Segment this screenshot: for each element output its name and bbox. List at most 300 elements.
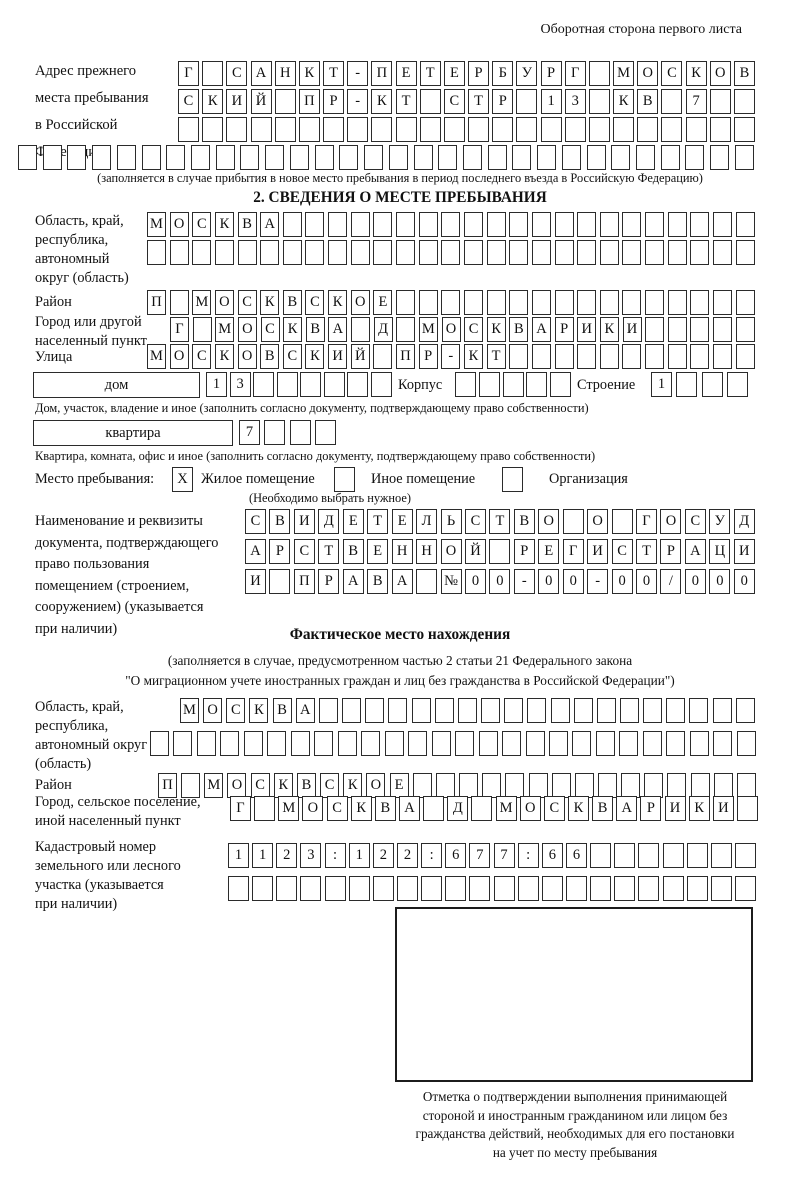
char-box[interactable] — [600, 290, 619, 315]
char-box[interactable] — [503, 372, 524, 397]
char-box[interactable]: В — [375, 796, 396, 821]
char-box[interactable]: О — [587, 509, 608, 534]
char-box[interactable] — [373, 876, 394, 901]
char-box[interactable]: 1 — [252, 843, 273, 868]
char-box[interactable] — [542, 876, 563, 901]
char-box[interactable] — [482, 773, 501, 798]
char-box[interactable] — [445, 876, 466, 901]
char-box[interactable] — [689, 698, 708, 723]
char-box[interactable]: В — [509, 317, 528, 342]
char-box[interactable] — [173, 731, 192, 756]
char-box[interactable] — [342, 698, 361, 723]
char-box[interactable] — [504, 698, 523, 723]
char-box[interactable]: А — [685, 539, 706, 564]
char-box[interactable] — [325, 876, 346, 901]
char-box[interactable] — [690, 317, 709, 342]
char-box[interactable]: К — [464, 344, 483, 369]
char-box[interactable]: И — [577, 317, 596, 342]
char-box[interactable] — [385, 731, 404, 756]
char-box[interactable] — [619, 731, 638, 756]
char-box[interactable] — [349, 876, 370, 901]
char-box[interactable]: Г — [565, 61, 586, 86]
char-box[interactable] — [736, 212, 755, 237]
char-box[interactable] — [142, 145, 161, 170]
char-box[interactable] — [269, 569, 290, 594]
char-box[interactable] — [577, 290, 596, 315]
char-box[interactable] — [589, 61, 610, 86]
char-box[interactable] — [509, 344, 528, 369]
char-box[interactable] — [347, 372, 368, 397]
char-box[interactable] — [244, 731, 263, 756]
char-box[interactable] — [713, 240, 732, 265]
char-box[interactable]: П — [396, 344, 415, 369]
char-box[interactable] — [666, 731, 685, 756]
char-box[interactable] — [215, 240, 234, 265]
char-box[interactable] — [663, 843, 684, 868]
char-box[interactable] — [444, 117, 465, 142]
char-box[interactable] — [555, 240, 574, 265]
char-box[interactable]: А — [251, 61, 272, 86]
char-box[interactable] — [283, 212, 302, 237]
char-box[interactable] — [645, 290, 664, 315]
char-box[interactable] — [668, 317, 687, 342]
char-box[interactable]: П — [147, 290, 166, 315]
char-box[interactable]: К — [600, 317, 619, 342]
char-box[interactable] — [251, 117, 272, 142]
char-box[interactable]: К — [351, 796, 372, 821]
char-box[interactable] — [328, 212, 347, 237]
char-box[interactable]: В — [637, 89, 658, 114]
char-box[interactable]: 0 — [709, 569, 730, 594]
char-box[interactable]: Т — [420, 61, 441, 86]
char-box[interactable]: Р — [640, 796, 661, 821]
char-box[interactable] — [509, 290, 528, 315]
char-box[interactable]: С — [238, 290, 257, 315]
char-box[interactable]: Г — [170, 317, 189, 342]
char-box[interactable] — [690, 731, 709, 756]
char-box[interactable] — [338, 731, 357, 756]
char-box[interactable]: К — [328, 290, 347, 315]
char-box[interactable]: 2 — [397, 843, 418, 868]
char-box[interactable] — [324, 372, 345, 397]
char-box[interactable]: Г — [230, 796, 251, 821]
char-box[interactable] — [668, 212, 687, 237]
char-box[interactable] — [441, 240, 460, 265]
char-box[interactable] — [638, 843, 659, 868]
char-box[interactable] — [687, 843, 708, 868]
char-box[interactable]: О — [637, 61, 658, 86]
char-box[interactable] — [637, 117, 658, 142]
char-box[interactable]: В — [260, 344, 279, 369]
char-box[interactable]: 1 — [349, 843, 370, 868]
char-box[interactable] — [351, 240, 370, 265]
char-box[interactable]: 0 — [489, 569, 510, 594]
char-box[interactable]: Б — [492, 61, 513, 86]
char-box[interactable] — [550, 372, 571, 397]
char-box[interactable] — [455, 372, 476, 397]
char-box[interactable]: О — [366, 773, 385, 798]
char-box[interactable] — [147, 240, 166, 265]
char-box[interactable] — [364, 145, 383, 170]
char-box[interactable] — [389, 145, 408, 170]
char-box[interactable] — [713, 731, 732, 756]
char-box[interactable] — [468, 117, 489, 142]
char-box[interactable]: С — [261, 317, 280, 342]
char-box[interactable]: А — [245, 539, 266, 564]
char-box[interactable]: К — [283, 317, 302, 342]
char-box[interactable]: Т — [323, 61, 344, 86]
char-box[interactable]: О — [442, 317, 461, 342]
char-box[interactable] — [638, 876, 659, 901]
char-box[interactable] — [487, 212, 506, 237]
char-box[interactable]: К — [305, 344, 324, 369]
char-box[interactable] — [458, 698, 477, 723]
char-box[interactable] — [614, 843, 635, 868]
char-box[interactable] — [645, 317, 664, 342]
char-box[interactable] — [736, 240, 755, 265]
char-box[interactable] — [572, 731, 591, 756]
char-box[interactable] — [197, 731, 216, 756]
char-box[interactable] — [644, 773, 663, 798]
char-box[interactable] — [339, 145, 358, 170]
char-box[interactable]: Г — [178, 61, 199, 86]
char-box[interactable] — [690, 212, 709, 237]
char-box[interactable]: 0 — [636, 569, 657, 594]
char-box[interactable]: 0 — [734, 569, 755, 594]
char-box[interactable]: 2 — [276, 843, 297, 868]
char-box[interactable]: Е — [538, 539, 559, 564]
char-box[interactable] — [598, 773, 617, 798]
char-box[interactable]: О — [351, 290, 370, 315]
char-box[interactable]: Т — [367, 509, 388, 534]
char-box[interactable] — [621, 773, 640, 798]
char-box[interactable]: Д — [447, 796, 468, 821]
char-box[interactable]: - — [347, 89, 368, 114]
char-box[interactable] — [622, 240, 641, 265]
char-box[interactable]: М — [613, 61, 634, 86]
char-box[interactable] — [505, 773, 524, 798]
char-box[interactable]: И — [665, 796, 686, 821]
char-box[interactable]: Й — [465, 539, 486, 564]
char-box[interactable] — [305, 240, 324, 265]
char-box[interactable] — [636, 145, 655, 170]
char-box[interactable]: 0 — [563, 569, 584, 594]
char-box[interactable]: Н — [275, 61, 296, 86]
char-box[interactable]: О — [238, 344, 257, 369]
char-box[interactable]: 6 — [542, 843, 563, 868]
char-box[interactable]: 3 — [230, 372, 251, 397]
char-box[interactable] — [661, 145, 680, 170]
house-type-box[interactable]: дом — [33, 372, 200, 398]
char-box[interactable] — [314, 731, 333, 756]
char-box[interactable] — [710, 145, 729, 170]
char-box[interactable] — [667, 773, 686, 798]
char-box[interactable]: С — [226, 61, 247, 86]
char-box[interactable] — [492, 117, 513, 142]
char-box[interactable] — [315, 145, 334, 170]
char-box[interactable]: Й — [351, 344, 370, 369]
char-box[interactable]: К — [686, 61, 707, 86]
char-box[interactable] — [551, 698, 570, 723]
char-box[interactable]: И — [328, 344, 347, 369]
char-box[interactable] — [713, 698, 732, 723]
char-box[interactable] — [509, 240, 528, 265]
char-box[interactable]: Р — [318, 569, 339, 594]
char-box[interactable] — [666, 698, 685, 723]
char-box[interactable]: И — [623, 317, 642, 342]
char-box[interactable] — [661, 117, 682, 142]
char-box[interactable] — [565, 117, 586, 142]
char-box[interactable]: 7 — [686, 89, 707, 114]
char-box[interactable]: А — [616, 796, 637, 821]
char-box[interactable]: С — [465, 509, 486, 534]
char-box[interactable]: Т — [318, 539, 339, 564]
char-box[interactable] — [92, 145, 111, 170]
char-box[interactable]: / — [660, 569, 681, 594]
char-box[interactable] — [351, 317, 370, 342]
char-box[interactable] — [690, 240, 709, 265]
char-box[interactable] — [275, 117, 296, 142]
char-box[interactable] — [494, 876, 515, 901]
char-box[interactable] — [412, 698, 431, 723]
char-box[interactable] — [620, 698, 639, 723]
char-box[interactable] — [479, 372, 500, 397]
char-box[interactable] — [267, 731, 286, 756]
char-box[interactable] — [220, 731, 239, 756]
char-box[interactable] — [574, 698, 593, 723]
char-box[interactable]: В — [297, 773, 316, 798]
char-box[interactable]: 7 — [469, 843, 490, 868]
checkbox-residential[interactable]: X — [172, 467, 193, 492]
char-box[interactable]: 0 — [612, 569, 633, 594]
char-box[interactable]: М — [147, 212, 166, 237]
char-box[interactable]: С — [685, 509, 706, 534]
char-box[interactable] — [711, 843, 732, 868]
char-box[interactable]: Ц — [709, 539, 730, 564]
char-box[interactable]: О — [227, 773, 246, 798]
char-box[interactable]: Е — [373, 290, 392, 315]
char-box[interactable] — [471, 796, 492, 821]
char-box[interactable]: : — [518, 843, 539, 868]
char-box[interactable]: 1 — [651, 372, 672, 397]
char-box[interactable] — [170, 290, 189, 315]
char-box[interactable] — [421, 876, 442, 901]
char-box[interactable]: У — [516, 61, 537, 86]
char-box[interactable] — [347, 117, 368, 142]
char-box[interactable] — [481, 698, 500, 723]
char-box[interactable] — [600, 240, 619, 265]
char-box[interactable] — [736, 698, 755, 723]
char-box[interactable] — [735, 876, 756, 901]
char-box[interactable] — [283, 240, 302, 265]
char-box[interactable]: А — [532, 317, 551, 342]
char-box[interactable] — [552, 773, 571, 798]
char-box[interactable] — [512, 145, 531, 170]
char-box[interactable] — [469, 876, 490, 901]
char-box[interactable] — [735, 145, 754, 170]
char-box[interactable]: А — [392, 569, 413, 594]
char-box[interactable]: С — [612, 539, 633, 564]
char-box[interactable] — [300, 372, 321, 397]
char-box[interactable]: Т — [396, 89, 417, 114]
char-box[interactable]: Е — [390, 773, 409, 798]
char-box[interactable] — [549, 731, 568, 756]
char-box[interactable] — [518, 876, 539, 901]
char-box[interactable]: О — [520, 796, 541, 821]
char-box[interactable]: В — [306, 317, 325, 342]
char-box[interactable]: О — [170, 344, 189, 369]
char-box[interactable] — [713, 212, 732, 237]
char-box[interactable] — [596, 731, 615, 756]
char-box[interactable]: К — [343, 773, 362, 798]
char-box[interactable]: Е — [367, 539, 388, 564]
char-box[interactable] — [613, 117, 634, 142]
char-box[interactable] — [737, 731, 756, 756]
char-box[interactable] — [526, 731, 545, 756]
char-box[interactable] — [373, 212, 392, 237]
char-box[interactable]: 2 — [373, 843, 394, 868]
char-box[interactable]: Л — [416, 509, 437, 534]
char-box[interactable]: Р — [541, 61, 562, 86]
char-box[interactable] — [690, 344, 709, 369]
char-box[interactable]: К — [689, 796, 710, 821]
char-box[interactable]: Т — [487, 344, 506, 369]
char-box[interactable]: М — [204, 773, 223, 798]
char-box[interactable]: А — [343, 569, 364, 594]
char-box[interactable] — [566, 876, 587, 901]
char-box[interactable]: № — [441, 569, 462, 594]
char-box[interactable] — [371, 117, 392, 142]
char-box[interactable] — [526, 372, 547, 397]
char-box[interactable] — [290, 420, 311, 445]
char-box[interactable] — [117, 145, 136, 170]
char-box[interactable] — [713, 290, 732, 315]
checkbox-other-premises[interactable] — [334, 467, 355, 492]
char-box[interactable]: И — [734, 539, 755, 564]
char-box[interactable]: Е — [392, 509, 413, 534]
char-box[interactable]: М — [419, 317, 438, 342]
char-box[interactable] — [438, 145, 457, 170]
char-box[interactable] — [587, 145, 606, 170]
char-box[interactable]: 1 — [228, 843, 249, 868]
char-box[interactable] — [541, 117, 562, 142]
char-box[interactable] — [276, 876, 297, 901]
char-box[interactable]: В — [592, 796, 613, 821]
char-box[interactable] — [735, 843, 756, 868]
char-box[interactable] — [253, 372, 274, 397]
char-box[interactable] — [361, 731, 380, 756]
char-box[interactable] — [202, 61, 223, 86]
char-box[interactable]: Р — [419, 344, 438, 369]
char-box[interactable]: Д — [374, 317, 393, 342]
char-box[interactable]: Г — [636, 509, 657, 534]
char-box[interactable] — [441, 290, 460, 315]
char-box[interactable] — [305, 212, 324, 237]
char-box[interactable]: К — [613, 89, 634, 114]
char-box[interactable] — [170, 240, 189, 265]
char-box[interactable] — [463, 145, 482, 170]
char-box[interactable] — [668, 344, 687, 369]
char-box[interactable] — [226, 117, 247, 142]
char-box[interactable]: А — [399, 796, 420, 821]
char-box[interactable] — [489, 539, 510, 564]
char-box[interactable] — [464, 290, 483, 315]
char-box[interactable]: М — [192, 290, 211, 315]
char-box[interactable]: К — [487, 317, 506, 342]
char-box[interactable] — [464, 212, 483, 237]
char-box[interactable] — [238, 240, 257, 265]
char-box[interactable]: С — [245, 509, 266, 534]
char-box[interactable] — [711, 876, 732, 901]
char-box[interactable] — [690, 290, 709, 315]
char-box[interactable]: Н — [416, 539, 437, 564]
char-box[interactable]: В — [283, 290, 302, 315]
char-box[interactable]: 7 — [239, 420, 260, 445]
char-box[interactable] — [575, 773, 594, 798]
char-box[interactable]: Р — [555, 317, 574, 342]
char-box[interactable] — [577, 240, 596, 265]
char-box[interactable]: А — [260, 212, 279, 237]
char-box[interactable] — [373, 344, 392, 369]
char-box[interactable]: 0 — [465, 569, 486, 594]
char-box[interactable]: - — [347, 61, 368, 86]
char-box[interactable]: К — [371, 89, 392, 114]
char-box[interactable] — [371, 372, 392, 397]
char-box[interactable] — [736, 344, 755, 369]
char-box[interactable] — [290, 145, 309, 170]
char-box[interactable] — [264, 420, 285, 445]
char-box[interactable]: С — [226, 698, 245, 723]
char-box[interactable]: О — [302, 796, 323, 821]
char-box[interactable] — [710, 89, 731, 114]
char-box[interactable]: И — [245, 569, 266, 594]
char-box[interactable] — [645, 240, 664, 265]
char-box[interactable] — [600, 344, 619, 369]
char-box[interactable]: С — [192, 344, 211, 369]
char-box[interactable] — [260, 240, 279, 265]
char-box[interactable]: П — [294, 569, 315, 594]
char-box[interactable]: Г — [563, 539, 584, 564]
char-box[interactable] — [464, 240, 483, 265]
char-box[interactable]: В — [734, 61, 755, 86]
char-box[interactable] — [319, 698, 338, 723]
char-box[interactable] — [315, 420, 336, 445]
char-box[interactable] — [414, 145, 433, 170]
char-box[interactable] — [216, 145, 235, 170]
char-box[interactable] — [436, 773, 455, 798]
char-box[interactable] — [416, 569, 437, 594]
char-box[interactable] — [488, 145, 507, 170]
char-box[interactable] — [737, 796, 758, 821]
char-box[interactable] — [299, 117, 320, 142]
char-box[interactable] — [459, 773, 478, 798]
char-box[interactable]: К — [215, 212, 234, 237]
char-box[interactable]: 1 — [206, 372, 227, 397]
char-box[interactable]: М — [496, 796, 517, 821]
char-box[interactable] — [710, 117, 731, 142]
char-box[interactable]: И — [587, 539, 608, 564]
char-box[interactable] — [396, 317, 415, 342]
char-box[interactable] — [388, 698, 407, 723]
char-box[interactable] — [396, 212, 415, 237]
char-box[interactable] — [563, 509, 584, 534]
char-box[interactable] — [643, 698, 662, 723]
char-box[interactable]: С — [444, 89, 465, 114]
char-box[interactable] — [502, 731, 521, 756]
char-box[interactable] — [527, 698, 546, 723]
char-box[interactable] — [676, 372, 697, 397]
char-box[interactable]: Й — [251, 89, 272, 114]
